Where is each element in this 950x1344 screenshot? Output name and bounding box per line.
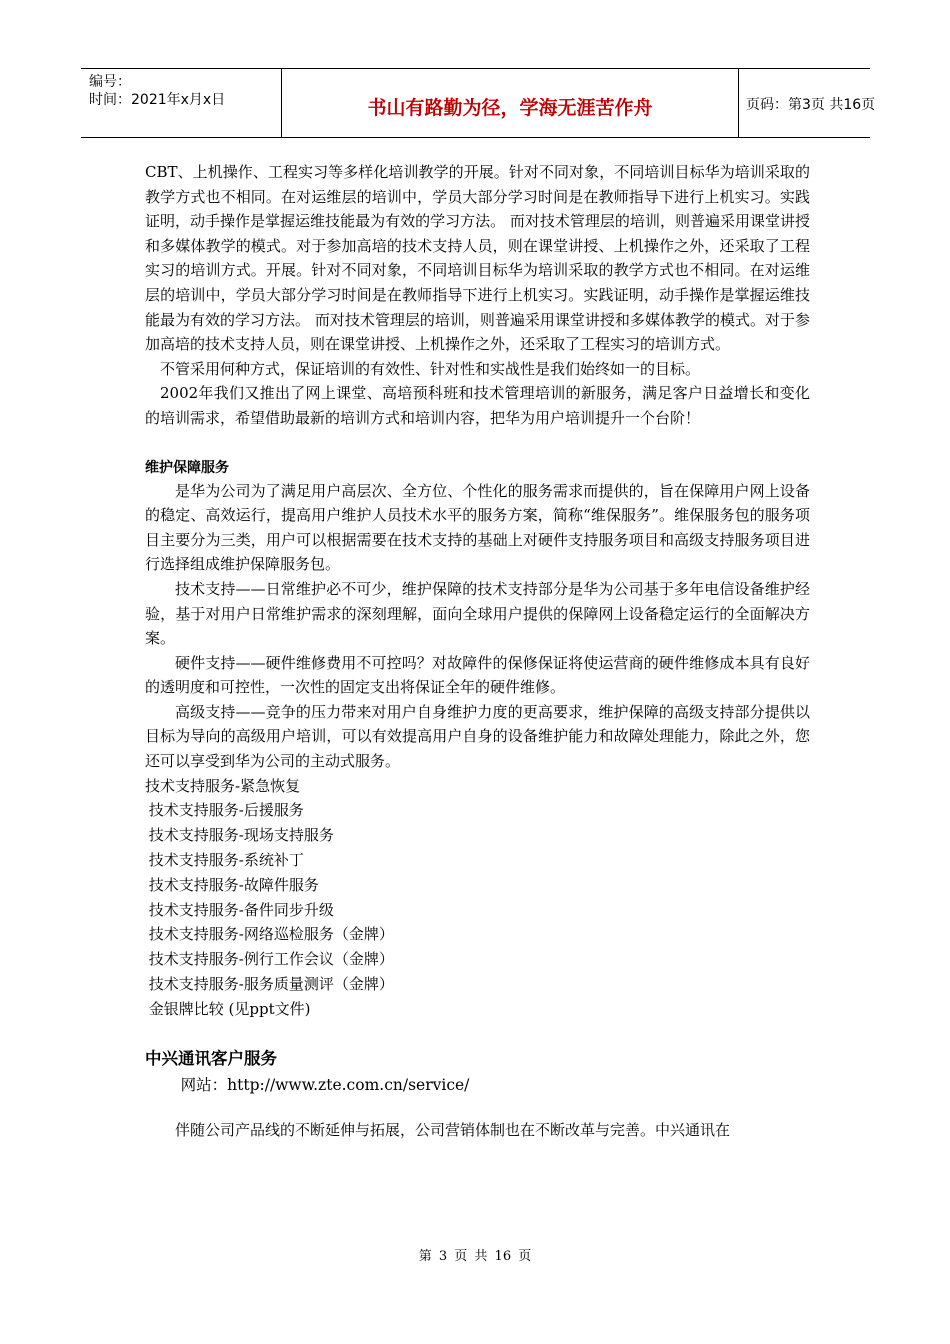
list-item: 金银牌比较 (见ppt文件) xyxy=(148,999,311,1018)
paragraph-tech-support: 技术支持——日常维护必不可少，维护保障的技术支持部分是华为公司基于多年电信设备维护经验，基于对用户日常维护需求的深刻理解，面向全球用户提供的保障网上设备稳定运行的全面解决方案。 xyxy=(145,579,810,648)
page-footer: 第 3 页 共 16 页 xyxy=(418,1249,532,1264)
header-pager-cell xyxy=(738,69,876,137)
website-line: 网站：http://www.zte.com.cn/service/ xyxy=(180,1075,470,1094)
header-motto: 书山有路勤为径，学海无涯苦作舟 xyxy=(367,97,653,119)
paragraph-training-methods: CBT、上机操作、工程实习等多样化培训教学的开展。针对不同对象，不同培训目标华为培训采取的教学方式也不相同。在对运维层的培训中，学员大部分学习时间是在教师指导下进行上机实习。实践证明，动手操作是掌握运维技能最为有效的学习方法。 而对技术管理层的培训，则普遍采用课堂讲授和多媒体教学的模式。对于参加高培的技术支持人员，则在课堂讲授、上机操作之外，还采取了工程实习的培训方式。开展。针对不同对象，不同培训目标华为培训采取的教学方式也不相同。在对运维层的培训中，学员大部分学习时间是在教师指导下进行上机实习。实践证明，动手操作是掌握运维技能最为有效的学习方法。 而对技术管理层的培训，则普遍采用课堂讲授和多媒体教学的模式。对于参加高培的技术支持人员，则在课堂讲授、上机操作之外，还采取了工程实习的培训方式。 xyxy=(145,163,810,354)
list-item: 技术支持服务-网络巡检服务（金牌） xyxy=(148,925,394,944)
list-item: 技术支持服务-紧急恢复 xyxy=(145,776,301,795)
header-motto-cell xyxy=(281,69,739,137)
section-title-maintenance: 维护保障服务 xyxy=(145,459,229,476)
list-item: 技术支持服务-现场支持服务 xyxy=(148,826,334,845)
document-number-label: 编号： xyxy=(89,74,131,90)
paragraph-advanced-support: 高级支持——竞争的压力带来对用户自身维护力度的更高要求，维护保障的高级支持部分提供以目标为导向的高级用户培训，可以有效提高用户自身的设备维护能力和故障处理能力，除此之外，您还可以享受到华为公司的主动式服务。 xyxy=(145,702,810,771)
list-item: 技术支持服务-故障件服务 xyxy=(148,875,319,894)
document-time-label: 时间：2021年x月x日 xyxy=(89,92,226,108)
section-title-zte: 中兴通讯客户服务 xyxy=(145,1048,277,1068)
list-item: 技术支持服务-服务质量测评（金牌） xyxy=(148,975,394,994)
header-page-number: 页码：第3页 共16页 xyxy=(746,97,876,113)
header-info-cell xyxy=(81,69,281,137)
paragraph-maintenance-intro: 是华为公司为了满足用户高层次、全方位、个性化的服务需求而提供的，旨在保障用户网上设备的稳定、高效运行，提高用户维护人员技术水平的服务方案，简称“维保服务”。维保服务包的服务项目主要分为三类，用户可以根据需要在技术支持的基础上对硬件支持服务项目和高级支持服务项目进行选择组成维护保障服务包。 xyxy=(145,481,810,574)
paragraph-hardware-support: 硬件支持——硬件维修费用不可控吗？对故障件的保修保证将使运营商的硬件维修成本具有良好的透明度和可控性，一次性的固定支出将保证全年的硬件维修。 xyxy=(145,653,810,697)
list-item: 技术支持服务-备件同步升级 xyxy=(148,900,334,919)
paragraph-training-goal: 不管采用何种方式，保证培训的有效性、针对性和实战性是我们始终如一的目标。 xyxy=(160,359,701,378)
list-item: 技术支持服务-例行工作会议（金牌） xyxy=(148,950,394,969)
document-body xyxy=(145,160,810,1142)
list-item: 技术支持服务-后援服务 xyxy=(148,801,304,820)
paragraph-2002-services: 2002年我们又推出了网上课堂、高培预科班和技术管理培训的新服务，满足客户日益增长和变化的培训需求，希望借助最新的培训方式和培训内容，把华为用户培训提升一个台阶！ xyxy=(145,384,810,427)
paragraph-zte-intro: 伴随公司产品线的不断延伸与拓展，公司营销体制也在不断改革与完善。中兴通讯在 xyxy=(175,1120,731,1139)
list-item: 技术支持服务-系统补丁 xyxy=(148,851,304,870)
service-list xyxy=(145,774,810,1022)
document-header xyxy=(81,68,876,138)
